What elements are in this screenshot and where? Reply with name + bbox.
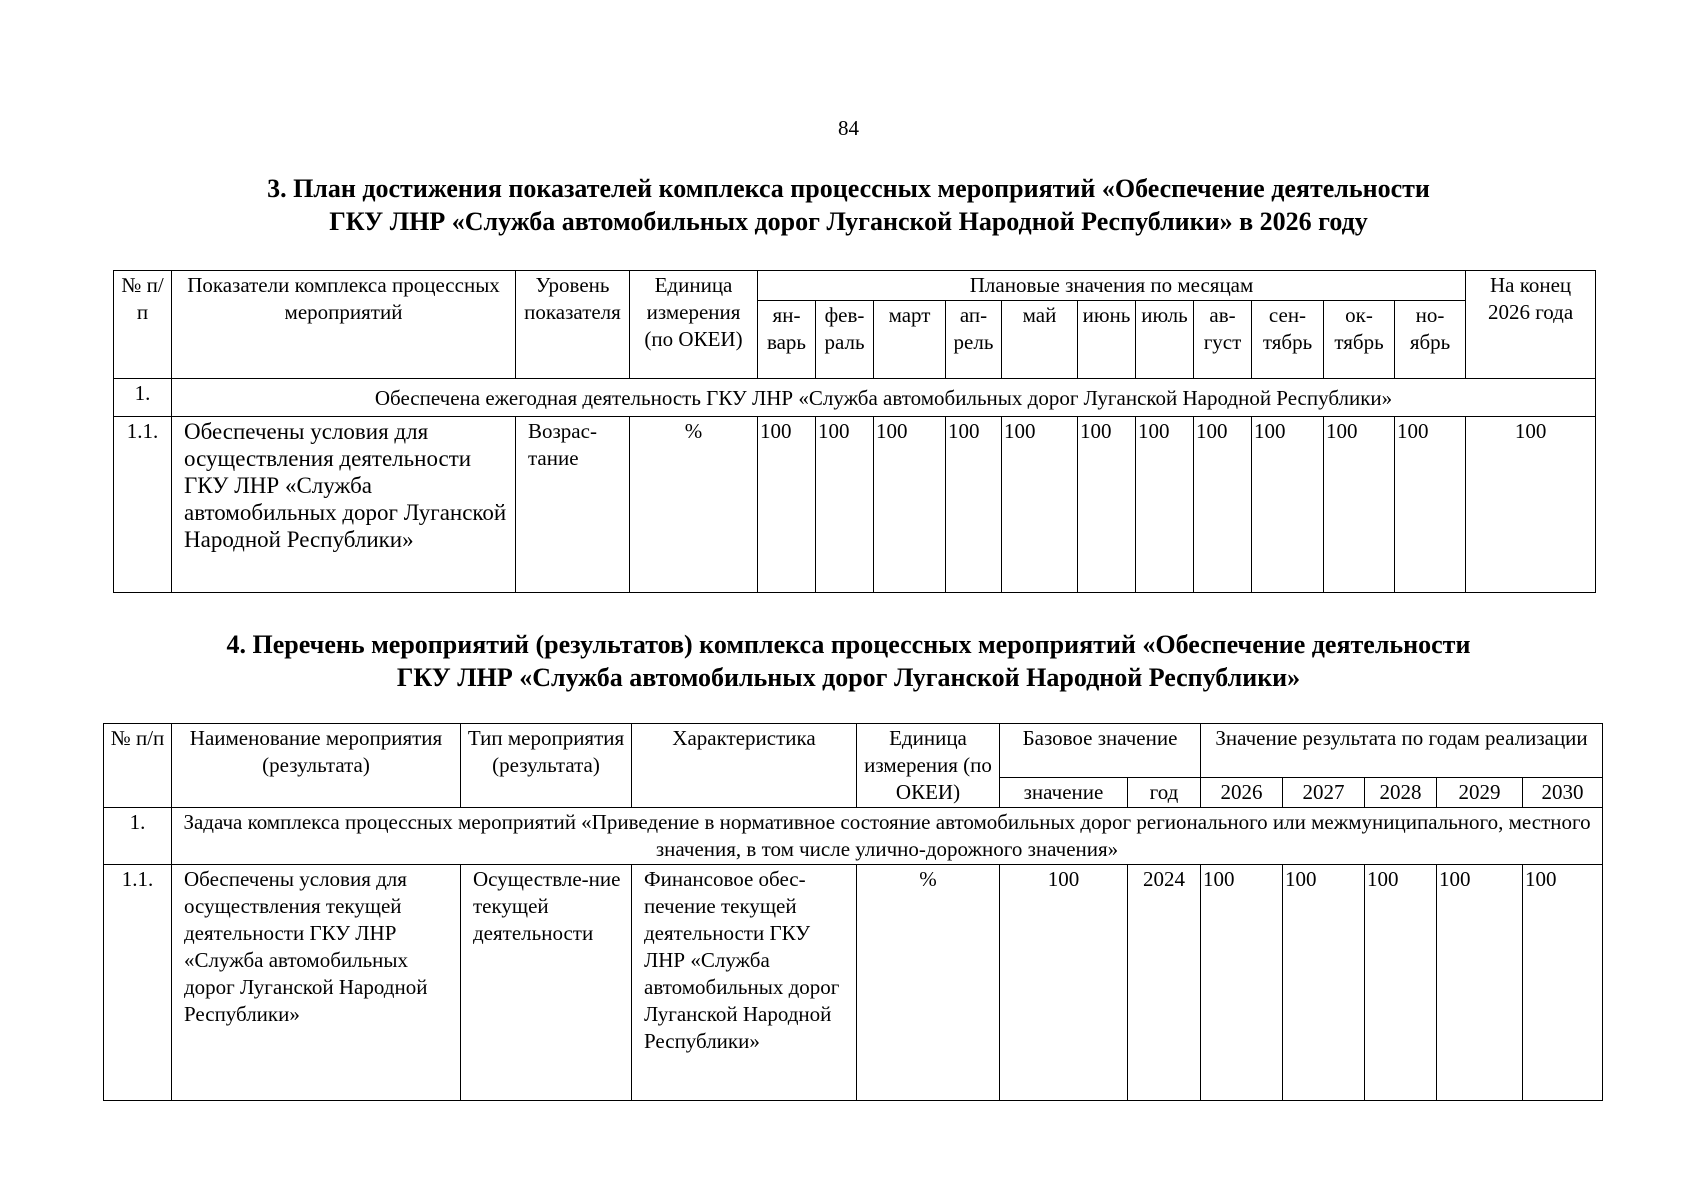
row-year-value: 100 [1523,865,1603,1101]
header-year: 2026 [1201,778,1283,808]
row-level: Возрас-тание [516,417,630,593]
header-num: № п/п [114,271,172,379]
header-name: Наименование мероприятия (результата) [172,724,461,808]
header-month: июнь [1078,301,1136,379]
section-3-title [0,172,1697,238]
header-year: 2027 [1283,778,1365,808]
header-year: 2030 [1523,778,1603,808]
header-unit: Единица измерения (по ОКЕИ) [857,724,1000,808]
row-type: Осуществле-ние текущей деятельности [461,865,632,1101]
row-month-value: 100 [758,417,816,593]
row-year-value: 100 [1437,865,1523,1101]
indicators-plan-table [113,270,1596,593]
row-month-value: 100 [1136,417,1194,593]
row-unit: % [630,417,758,593]
section-3-title-line1: 3. План достижения показателей комплекса процессных мероприятий «Обеспечение деятельности [267,174,1430,203]
header-month: сен-тябрь [1252,301,1324,379]
header-monthly: Плановые значения по месяцам [758,271,1466,301]
group-title: Обеспечена ежегодная деятельность ГКУ ЛНР «Служба автомобильных дорог Луганской Народной Республики» [172,379,1596,417]
row-month-value: 100 [1002,417,1078,593]
header-num: № п/п [104,724,172,808]
header-end-of-year: На конец 2026 года [1466,271,1596,379]
header-month: ян-варь [758,301,816,379]
row-year-value: 100 [1365,865,1437,1101]
header-month: ап-рель [946,301,1002,379]
row-base-year: 2024 [1128,865,1201,1101]
row-indicator: Обеспечены условия для осуществления деятельности ГКУ ЛНР «Служба автомобильных дорог Луганской Народной Республики» [172,417,516,593]
row-num: 1.1. [114,417,172,593]
results-list-table [103,723,1603,1101]
row-year-value: 100 [1201,865,1283,1101]
row-month-value: 100 [1078,417,1136,593]
header-year: 2028 [1365,778,1437,808]
header-level: Уровень показателя [516,271,630,379]
row-end-value: 100 [1466,417,1596,593]
header-month: май [1002,301,1078,379]
row-year-value: 100 [1283,865,1365,1101]
row-month-value: 100 [816,417,874,593]
section-3-title-line2: ГКУ ЛНР «Служба автомобильных дорог Луганской Народной Республики» в 2026 году [329,207,1368,236]
header-indicator: Показатели комплекса процессных мероприятий [172,271,516,379]
row-month-value: 100 [1324,417,1395,593]
row-characteristic: Финансовое обес-печение текущей деятельности ГКУ ЛНР «Служба автомобильных дорог Луганской Народной Республики» [632,865,857,1101]
header-characteristic: Характеристика [632,724,857,808]
row-num: 1.1. [104,865,172,1101]
header-month: ав-густ [1194,301,1252,379]
task-num: 1. [104,808,172,865]
header-month: июль [1136,301,1194,379]
row-base-value: 100 [1000,865,1128,1101]
header-result-by-years: Значение результата по годам реализации [1201,724,1603,778]
header-month: фев-раль [816,301,874,379]
page-number: 84 [838,116,859,140]
header-unit: Единица измерения (по ОКЕИ) [630,271,758,379]
row-month-value: 100 [1395,417,1466,593]
header-type: Тип мероприятия (результата) [461,724,632,808]
section-4-title [0,628,1697,694]
task-title: Задача комплекса процессных мероприятий «Приведение в нормативное состояние автомобильных дорог регионального или межмуниципального, местного значения, в том числе улично-дорожного значения» [172,808,1603,865]
row-month-value: 100 [946,417,1002,593]
row-month-value: 100 [1252,417,1324,593]
section-4-title-line1: 4. Перечень мероприятий (результатов) комплекса процессных мероприятий «Обеспечение деятельности [226,630,1471,659]
header-base-year: год [1128,778,1201,808]
header-month: март [874,301,946,379]
header-base: Базовое значение [1000,724,1201,778]
row-month-value: 100 [1194,417,1252,593]
header-month: но-ябрь [1395,301,1466,379]
row-month-value: 100 [874,417,946,593]
group-num: 1. [114,379,172,417]
header-month: ок-тябрь [1324,301,1395,379]
row-name: Обеспечены условия для осуществления текущей деятельности ГКУ ЛНР «Служба автомобильных дорог Луганской Народной Республики» [172,865,461,1101]
section-4-title-line2: ГКУ ЛНР «Служба автомобильных дорог Луганской Народной Республики» [396,663,1301,692]
row-unit: % [857,865,1000,1101]
header-base-value: значение [1000,778,1128,808]
header-year: 2029 [1437,778,1523,808]
